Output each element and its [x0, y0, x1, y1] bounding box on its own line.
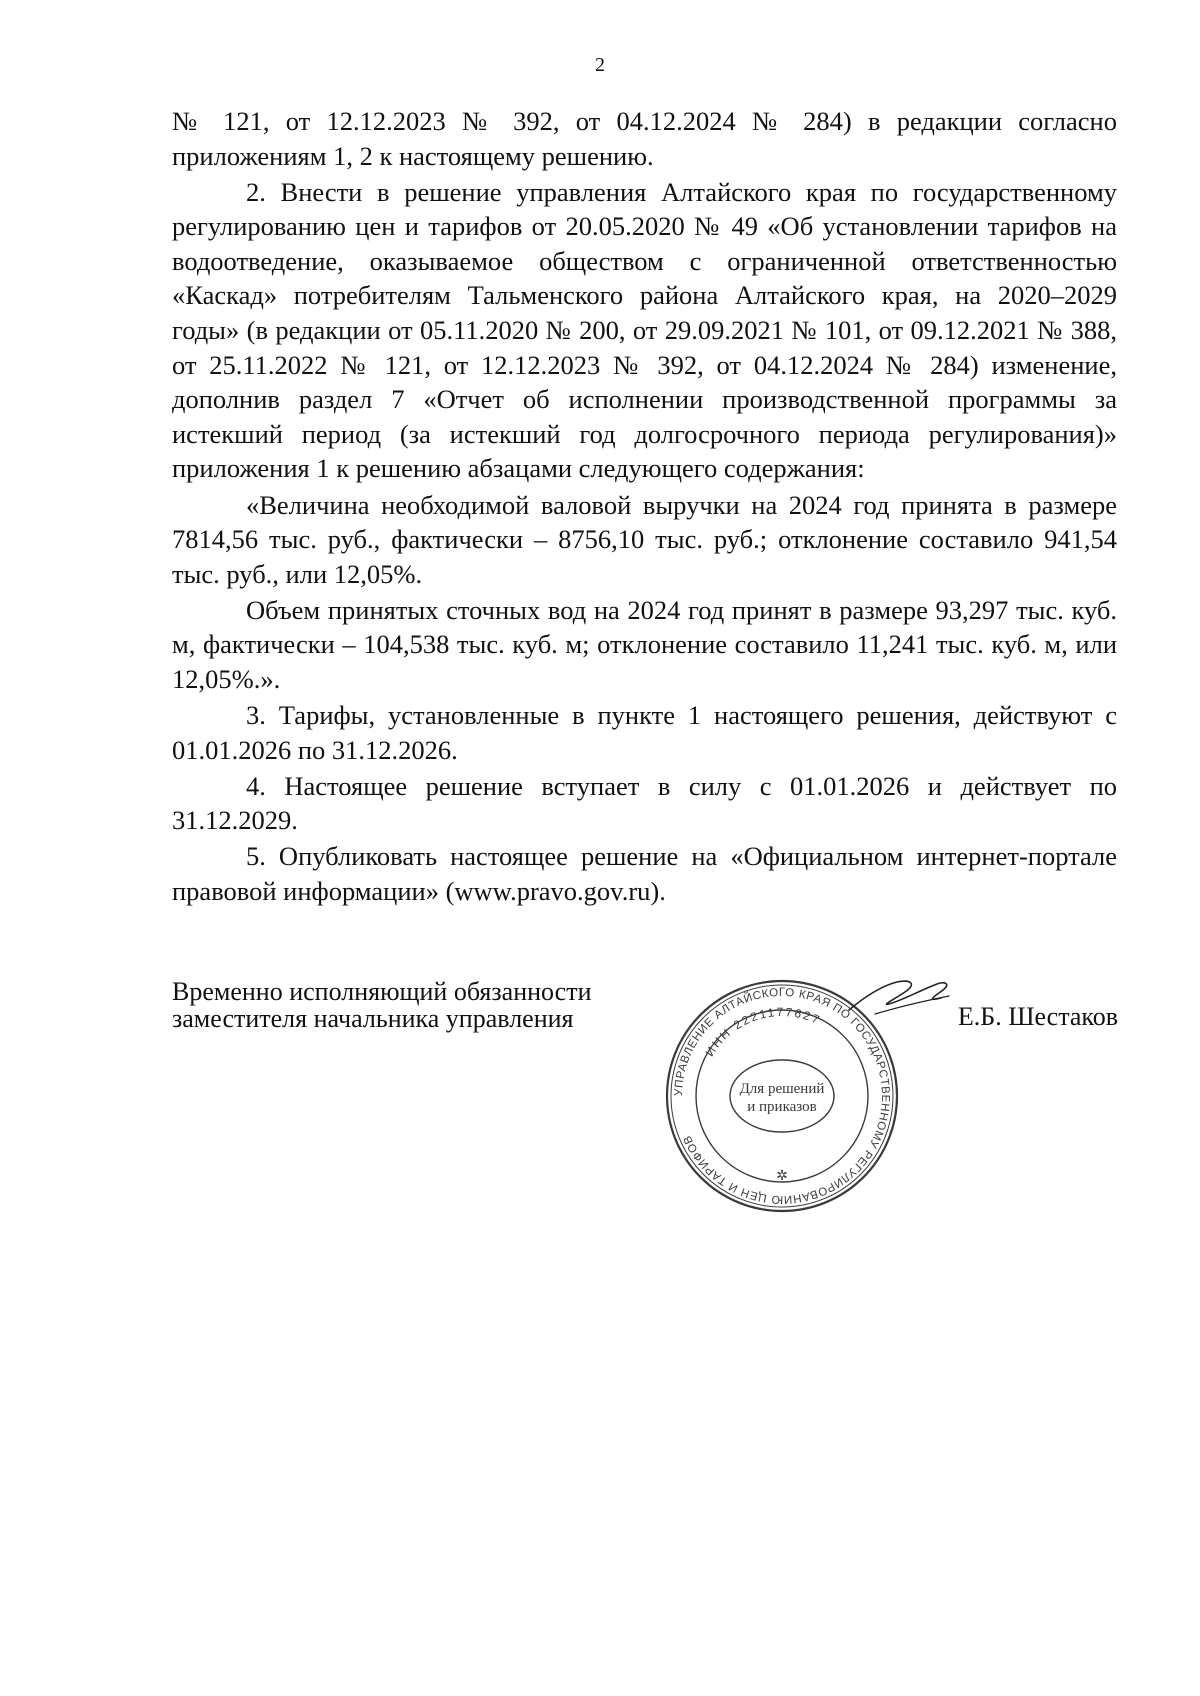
stamp-star-icon: ✲ — [776, 1168, 788, 1184]
signatory-position — [172, 978, 692, 1032]
paragraph-quote-volume: Объем принятых сточных вод на 2024 год принят в размере 93,297 тыс. куб. м, фактически – 104,538 тыс. куб. м; отклонение составило 11,241 тыс. куб. м, или 12,05%.». — [172, 594, 1117, 694]
paragraph-quote-revenue: «Величина необходимой валовой выручки на 2024 год принята в размере 7814,56 тыс. руб., фактически – 8756,10 тыс. руб.; отклонение составило 941,54 тыс. руб., или 12,05%. — [172, 489, 1117, 589]
stamp-inn-text: ИНН 2221177627 — [702, 1004, 824, 1059]
document-body — [172, 104, 1117, 910]
paragraph-continuation: № 121, от 12.12.2023 № 392, от 04.12.2024 № 284) в редакции согласно приложениям 1, 2 к настоящему решению. — [172, 106, 1117, 171]
page-number: 2 — [595, 54, 605, 76]
paragraph-item-4: 4. Настоящее решение вступает в силу с 01.01.2026 и действует по 31.12.2029. — [172, 770, 1117, 836]
stamp-center-line-1: Для решений — [739, 1081, 825, 1097]
signatory-position-line-1: Временно исполняющий обязанности — [172, 977, 592, 1006]
signatory-name: Е.Б. Шестаков — [957, 1002, 1118, 1031]
stamp-outer-text: УПРАВЛЕНИЕ АЛТАЙСКОГО КРАЯ ПО ГОСУДАРСТВЕННОМУ РЕГУЛИРОВАНИЮ ЦЕН И ТАРИФОВ — [672, 986, 892, 1206]
signatory-position-line-2: заместителя начальника управления — [172, 1004, 574, 1033]
paragraph-item-3: 3. Тарифы, установленные в пункте 1 настоящего решения, действуют с 01.01.2026 по 31.12.2026. — [172, 700, 1117, 765]
stamp-center-line-2: и приказов — [747, 1099, 817, 1115]
paragraph-item-2: 2. Внести в решение управления Алтайского края по государственному регулированию цен и тарифов от 20.05.2020 № 49 «Об установлении тарифов на водоотведение, оказываемое обществом с ограниченной ответственностью «Каскад» потребителям Тальменского района Алтайского края, на 2020–2029 годы» (в редакции от 05.11.2020 № 200, от 29.09.2021 № 101, от 09.12.2021 № 388, от 25.11.2022 № 121, от 12.12.2023 № 392, от 04.12.2024 № 284) изменение, дополнив раздел 7 «Отчет об исполнении производственной программы за истекший период (за истекший год долгосрочного периода регулирования)» приложения 1 к решению абзацами следующего содержания: — [172, 176, 1117, 484]
paragraph-item-5: 5. Опубликовать настоящее решение на «Официальном интернет-портале правовой информации» (www.pravo.gov.ru). — [172, 841, 1117, 907]
